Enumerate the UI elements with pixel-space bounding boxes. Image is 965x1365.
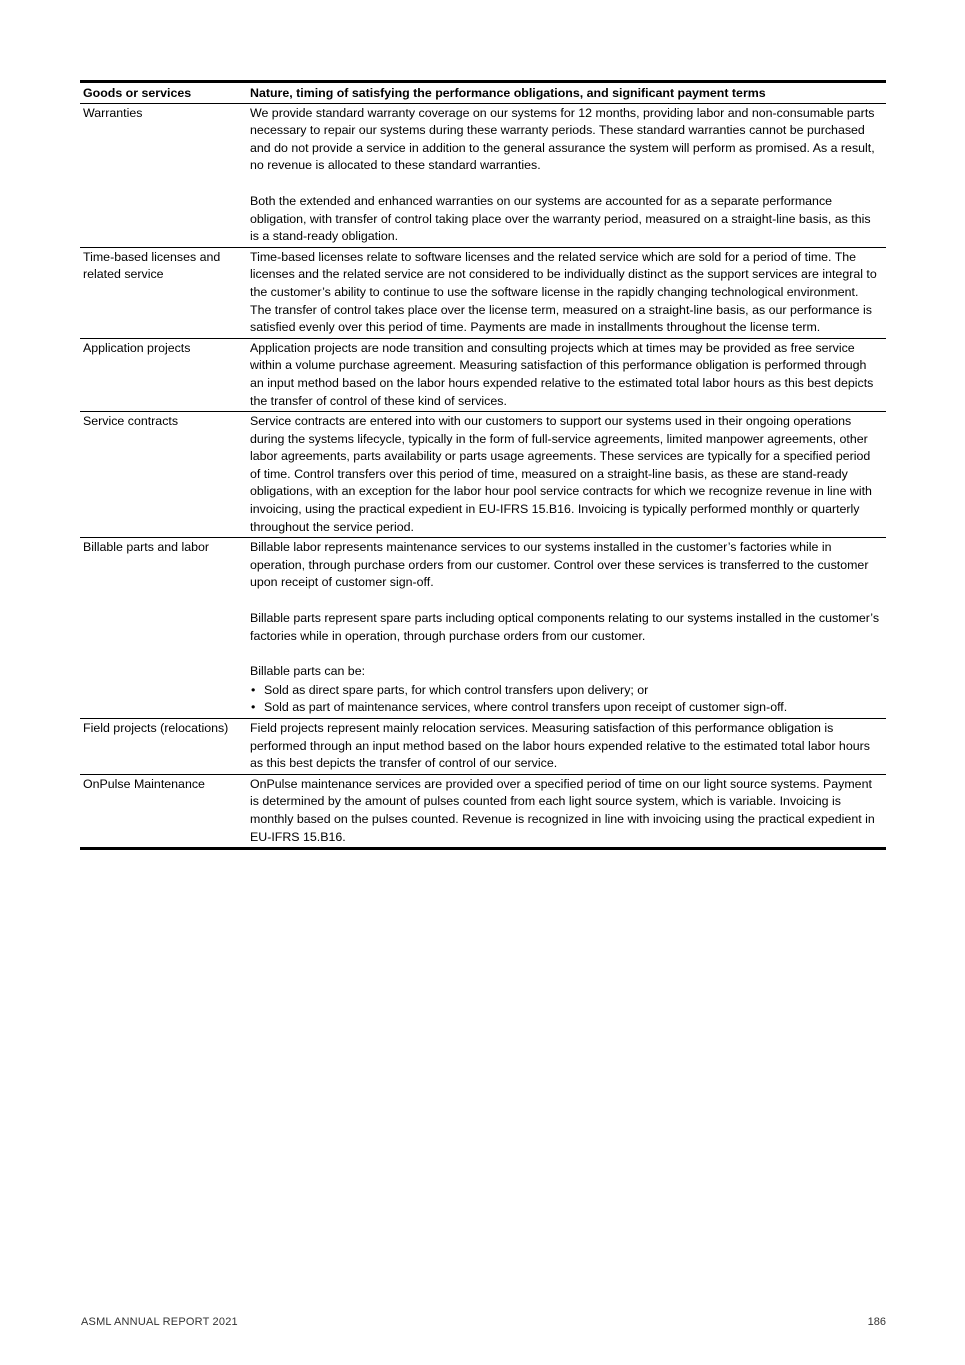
description-paragraph: Time-based licenses relate to software licenses and the related service which are sold for a period of time. The licenses and the related service are not considered to be individually distinct as the support services are integral to the customer’s ability to continue to use the software license in the rapidly changing technological environment. The transfer of control takes place over the license term, measured on a straight-line basis, as our performance is satisfied evenly over this period of time. Payments are made in installments throughout the license term. <box>250 249 877 335</box>
goods-cell-billable-parts-and-labor: Billable parts and labor <box>83 540 210 555</box>
table-row <box>80 338 886 411</box>
bullet-list <box>250 682 882 717</box>
description-paragraph: Billable parts can be: <box>250 664 366 679</box>
footer-page-number: 186 <box>867 1316 886 1328</box>
description-paragraph: OnPulse maintenance services are provided over a specified period of time on our light source systems. Payment is determined by the amount of pulses counted from each light source system, which is variable. Invoicing is monthly based on the pulses counted. Revenue is recognized in line with invoicing using the practical expedient in EU-IFRS 15.B16. <box>250 776 875 844</box>
bullet-item: • Sold as part of maintenance services, where control transfers upon receipt of customer sign-off. <box>250 699 882 717</box>
goods-cell-onpulse-maintenance: OnPulse Maintenance <box>83 776 205 791</box>
table-row <box>80 247 886 338</box>
description-cell <box>247 412 886 538</box>
table-row <box>80 103 886 247</box>
description-paragraph: We provide standard warranty coverage on our systems for 12 months, providing labor and non-consumable parts necessary to repair our systems during these warranty periods. These standard warranties cannot be purchased and do not provide a service in addition to the general assurance the system will perform as promised. As a result, no revenue is allocated to these standard warranties. <box>250 105 875 173</box>
bullet-item: • Sold as direct spare parts, for which control transfers upon delivery; or <box>250 682 882 700</box>
table-row <box>80 719 886 775</box>
goods-cell-service-contracts: Service contracts <box>83 414 179 429</box>
header-nature-timing-payment-terms: Nature, timing of satisfying the performance obligations, and significant payment terms <box>247 82 886 104</box>
description-paragraph: Field projects represent mainly relocation services. Measuring satisfaction of this performance obligation is performed through an input method based on the labor hours expended relative to the estimated total labor hours as this best depicts the transfer of control of our service. <box>250 721 870 771</box>
goods-cell-warranties: Warranties <box>83 105 143 120</box>
table-row <box>80 412 886 538</box>
revenue-performance-obligations-table <box>80 80 886 850</box>
description-cell <box>247 103 886 247</box>
description-paragraph: Service contracts are entered into with our customers to support our systems used in their ongoing operations during the systems lifecycle, typically in the form of full-service agreements, limited manpower agreements, other labor agreements, parts availability or parts usage agreements. These services are typically for a specified period of time. Control transfers over this period of time, measured on a straight-line basis, as these are stand-ready obligations, with an exception for the labor hour pool service contracts for which we recognize revenue in line with invoicing, using the practical expedient in EU-IFRS 15.B16. Invoicing is typically performed monthly or quarterly throughout the service period. <box>250 414 872 534</box>
description-cell <box>247 247 886 338</box>
description-cell <box>247 774 886 848</box>
description-cell <box>247 338 886 411</box>
goods-cell-time-based-licenses: Time-based licenses and related service <box>83 249 221 282</box>
header-goods-or-services: Goods or services <box>80 82 247 104</box>
description-cell <box>247 538 886 719</box>
footer-report-title: ASML ANNUAL REPORT 2021 <box>81 1316 238 1328</box>
goods-cell-application-projects: Application projects <box>83 340 191 355</box>
description-paragraph: Billable labor represents maintenance services to our systems installed in the customer’s factories while in operation, through purchase orders from our customer. Control over these services is transferred to the customer upon receipt of customer sign-off. <box>250 540 869 590</box>
description-paragraph: Both the extended and enhanced warranties on our systems are accounted for as a separate performance obligation, with transfer of control taking place over the warranty period, measured on a straight-line basis, as this is a stand-ready obligation. <box>250 193 871 244</box>
description-paragraph: Application projects are node transition and consulting projects which at times may be provided as free service within a volume purchase agreement. Measuring satisfaction of this performance obligation is performed through an input method based on the labor hours expended relative to the estimated total labor hours as this best depicts the transfer of control of these kind of services. <box>250 340 874 408</box>
goods-cell-field-projects: Field projects (relocations) <box>83 721 229 735</box>
table-header-row <box>80 82 886 104</box>
table-row <box>80 538 886 719</box>
table-row <box>80 774 886 848</box>
description-paragraph: Billable parts represent spare parts including optical components relating to our systems installed in the customer’s factories while in operation, through purchase orders from our customer. <box>250 611 880 643</box>
description-cell <box>247 719 886 775</box>
